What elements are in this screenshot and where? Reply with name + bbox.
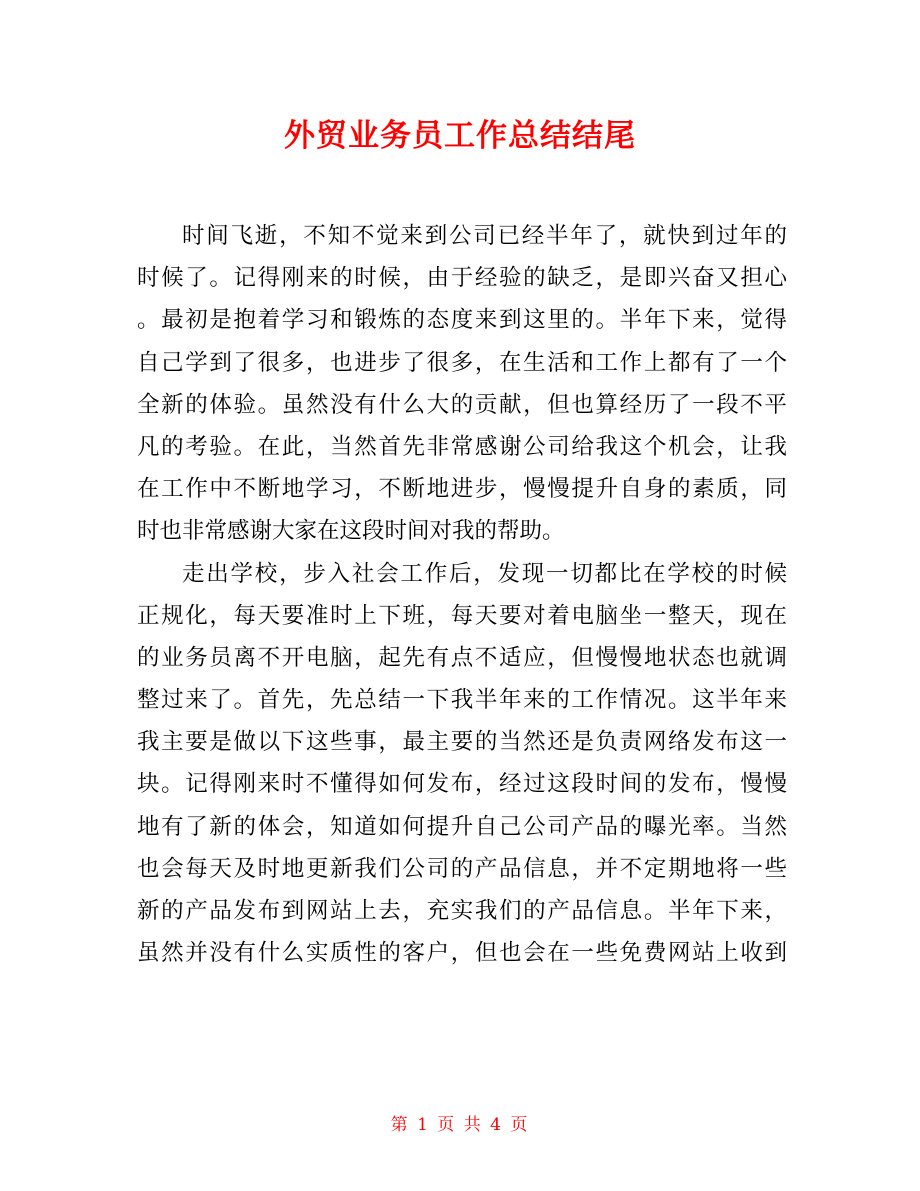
paragraph-2-line-7: 地有了新的体会，知道如何提升自己公司产品的曝光率。当然 <box>137 813 787 840</box>
document-body <box>137 215 787 974</box>
paragraph-2-line-4: 整过来了。首先，先总结一下我半年来的工作情况。这半年来 <box>137 687 787 714</box>
paragraph-1-line-7: 在工作中不断地学习，不断地进步，慢慢提升自身的素质，同 <box>137 476 787 503</box>
paragraph-2-line-5: 我主要是做以下这些事，最主要的当然还是负责网络发布这一 <box>137 729 787 756</box>
paragraph-1-line-2: 时候了。记得刚来的时候，由于经验的缺乏，是即兴奋又担心 <box>137 265 787 292</box>
paragraph-2-line-2: 正规化，每天要准时上下班，每天要对着电脑坐一整天，现在 <box>137 602 787 629</box>
paragraph-2-line-9: 新的产品发布到网站上去，充实我们的产品信息。半年下来， <box>137 898 787 924</box>
paragraph-2-line-3: 的业务员离不开电脑，起先有点不适应，但慢慢地状态也就调 <box>137 644 787 671</box>
paragraph-1-line-6: 凡的考验。在此，当然首先非常感谢公司给我这个机会，让我 <box>137 433 787 460</box>
paragraph-1-line-4: 自己学到了很多，也进步了很多，在生活和工作上都有了一个 <box>137 349 787 376</box>
page-footer: 第 1 页 共 4 页 <box>390 1115 530 1135</box>
paragraph-2-line-8: 也会每天及时地更新我们公司的产品信息，并不定期地将一些 <box>137 855 787 882</box>
paragraph-1-line-5: 全新的体验。虽然没有什么大的贡献，但也算经历了一段不平 <box>137 391 787 418</box>
paragraph-1-line-3: 。最初是抱着学习和锻炼的态度来到这里的。半年下来，觉得 <box>137 307 787 334</box>
paragraph-2-line-1: 走出学校，步入社会工作后，发现一切都比在学校的时候 <box>182 560 787 587</box>
paragraph-1-line-8: 时也非常感谢大家在这段时间对我的帮助。 <box>137 518 565 545</box>
paragraph-2-line-10: 虽然并没有什么实质性的客户，但也会在一些免费网站上收到 <box>137 940 787 967</box>
paragraph-2-line-6: 块。记得刚来时不懂得如何发布，经过这段时间的发布，慢慢 <box>137 771 787 798</box>
document-title: 外贸业务员工作总结结尾 <box>284 118 636 154</box>
paragraph-1-line-1: 时间飞逝，不知不觉来到公司已经半年了，就快到过年的 <box>182 223 787 249</box>
